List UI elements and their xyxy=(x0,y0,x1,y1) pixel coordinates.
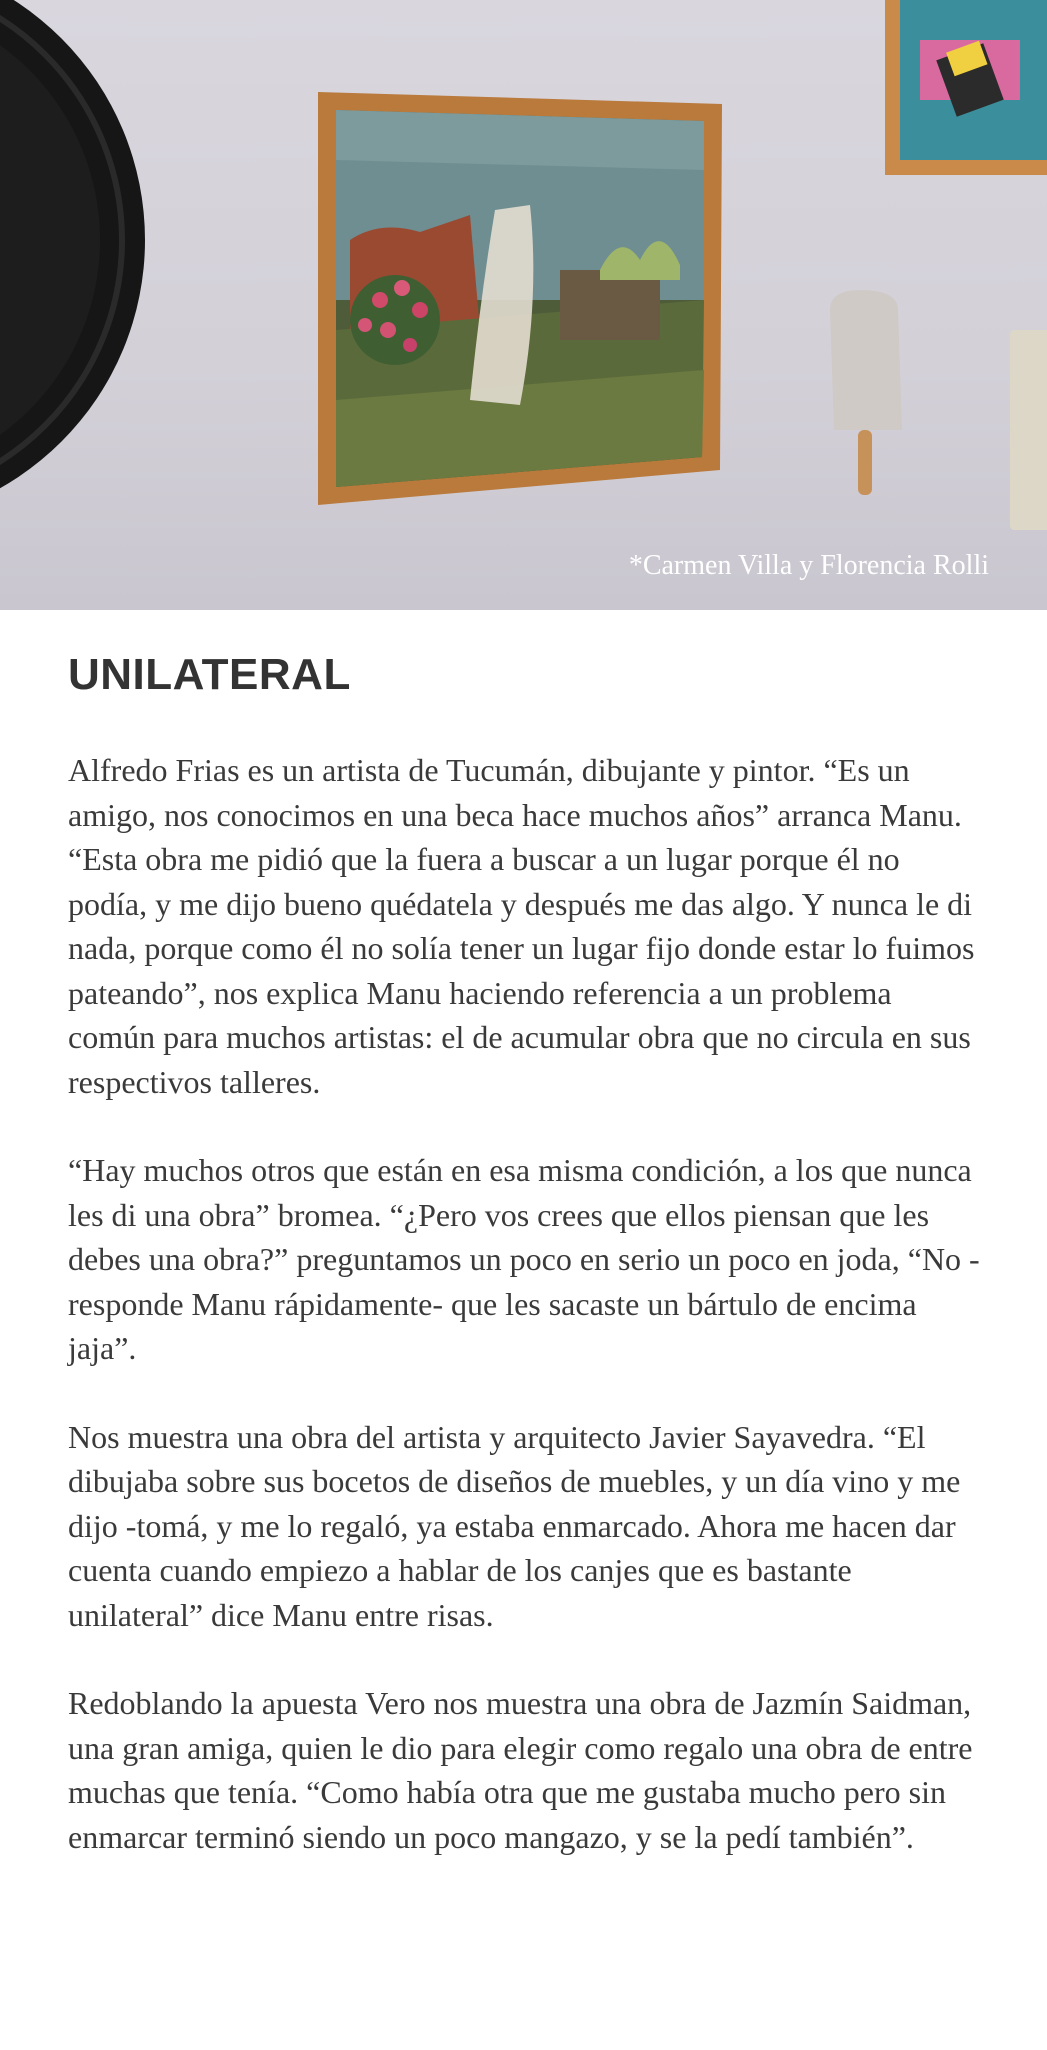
popsicle-sculpture xyxy=(830,290,902,495)
article-paragraph: Alfredo Frias es un artista de Tucumán, dibujante y pintor. “Es un amigo, nos conocimos en una beca hace muchos años” arranca Manu. “Esta obra me pidió que la fuera a buscar a un lugar porque él no podía, y me dijo bueno quédatela y después me das algo. Y nunca le di nada, porque como él no solía tener un lugar fijo donde estar lo fuimos pateando”, nos explica Manu haciendo referencia a un problema común para muchos artistas: el de acumular obra que no circula en sus respectivos talleres. xyxy=(68,752,975,1100)
article-paragraph: Redoblando la apuesta Vero nos muestra una obra de Jazmín Saidman, una gran amiga, quien le dio para elegir como regalo una obra de entre muchas que tenía. “Como había otra que me gustaba mucho pero sin enmarcar terminó siendo un poco mangazo, y se la pedí también”. xyxy=(68,1685,973,1855)
article-title: UNILATERAL xyxy=(68,650,351,699)
article xyxy=(0,610,1047,1859)
wall-switch xyxy=(1010,330,1047,530)
framed-painting xyxy=(318,92,722,505)
photo-caption: *Carmen Villa y Florencia Rolli xyxy=(628,550,989,581)
hero-photo xyxy=(0,0,1047,610)
article-paragraph: Nos muestra una obra del artista y arquitecto Javier Sayavedra. “El dibujaba sobre sus bocetos de diseños de muebles, y un día vino y me dijo -tomá, y me lo regaló, ya estaba enmarcado. Ahora me hacen dar cuenta cuando empiezo a hablar de los canjes que es bastante unilateral” dice Manu entre risas. xyxy=(68,1418,961,1633)
small-framed-picture xyxy=(885,0,1047,175)
hero-illustration xyxy=(0,0,1047,610)
article-paragraph: “Hay muchos otros que están en esa misma condición, a los que nunca les di una obra” bromea. “¿Pero vos crees que ellos piensan que les debes una obra?” preguntamos un poco en serio un poco en joda, “No -responde Manu rápidamente- que les sacaste un bártulo de encima jaja”. xyxy=(68,1152,980,1366)
